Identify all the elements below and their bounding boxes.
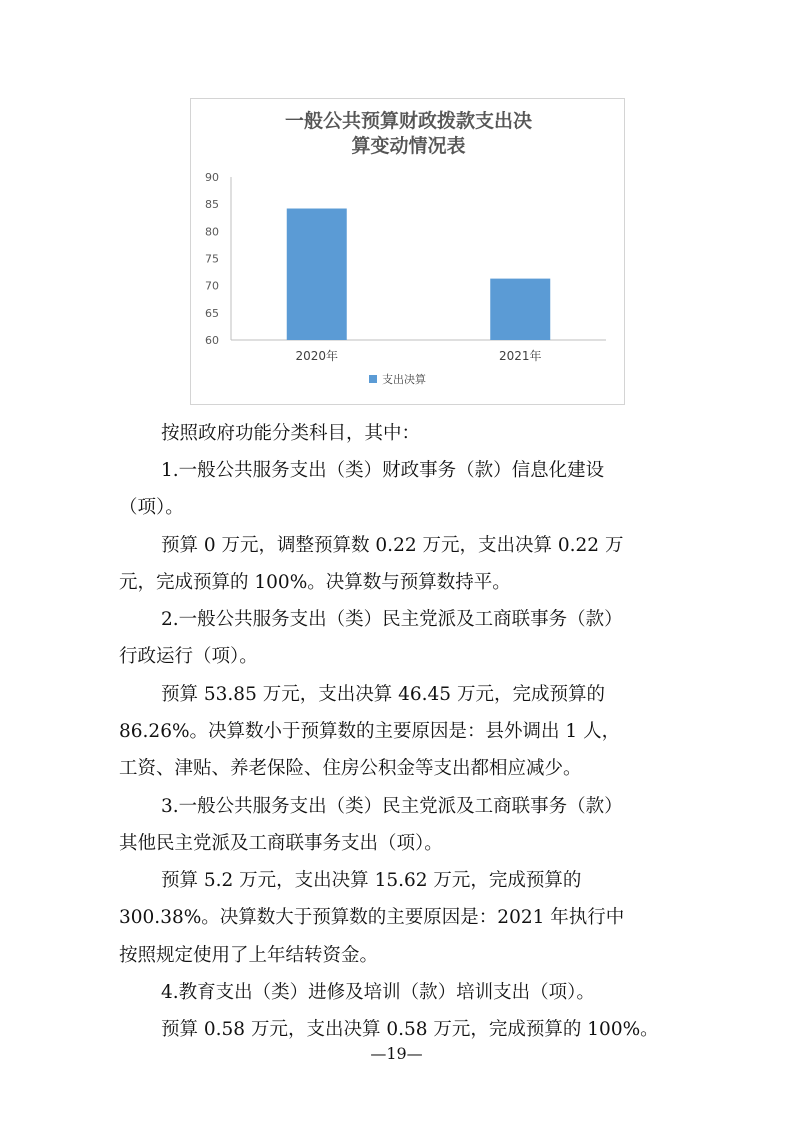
bar-0 [287,209,347,340]
page-number: —19— [370,1044,423,1063]
x-tick-label-1: 2021年 [498,349,542,363]
y-tick-label-6: 90 [205,171,219,184]
paragraph-14: 300.38%。决算数大于预算数的主要原因是：2021 年执行中 [119,907,625,928]
chart-title-line-1: 一般公共预算财政拨款支出决 [284,110,532,132]
paragraph-12: 其他民主党派及工商联事务支出（项）。 [119,833,443,854]
expenditure-chart [190,98,625,405]
y-tick-label-1: 65 [205,306,219,320]
bar-1 [490,279,550,340]
paragraph-13: 预算 5.2 万元，支出决算 15.62 万元，完成预算的 [161,870,582,891]
legend-label: 支出决算 [382,373,426,386]
paragraph-10: 工资、津贴、养老保险、住房公积金等支出都相应减少。 [119,758,582,779]
paragraph-8: 预算 53.85 万元，支出决算 46.45 万元，完成预算的 [161,684,605,705]
y-tick-label-0: 60 [205,334,219,347]
paragraph-2: 1.一般公共服务支出（类）财政事务（款）信息化建设 [161,460,605,481]
paragraph-5: 元，完成预算的 100%。决算数与预算数持平。 [119,572,511,593]
paragraph-15: 按照规定使用了上年结转资金。 [119,945,379,966]
bar-chart-plot [191,99,626,406]
y-tick-label-2: 70 [205,279,219,293]
y-tick-label-5: 85 [205,198,219,212]
chart-title-line-2: 算变动情况表 [351,135,466,157]
paragraph-9: 86.26%。决算数小于预算数的主要原因是：县外调出 1 人， [119,721,621,742]
paragraph-11: 3.一般公共服务支出（类）民主党派及工商联事务（款） [161,796,623,817]
paragraph-16: 4.教育支出（类）进修及培训（款）培训支出（项）。 [161,982,595,1003]
paragraph-6: 2.一般公共服务支出（类）民主党派及工商联事务（款） [161,609,623,630]
paragraph-17: 预算 0.58 万元，支出决算 0.58 万元，完成预算的 100%。 [161,1019,659,1040]
paragraph-3: （项）。 [119,497,184,518]
paragraph-4: 预算 0 万元，调整预算数 0.22 万元，支出决算 0.22 万 [161,535,624,556]
legend-swatch [369,375,377,383]
x-tick-label-0: 2020年 [295,349,339,363]
y-tick-label-4: 80 [205,225,219,239]
paragraph-1: 按照政府功能分类科目，其中： [161,423,421,444]
paragraph-7: 行政运行（项）。 [119,646,258,667]
y-tick-label-3: 75 [205,252,219,266]
